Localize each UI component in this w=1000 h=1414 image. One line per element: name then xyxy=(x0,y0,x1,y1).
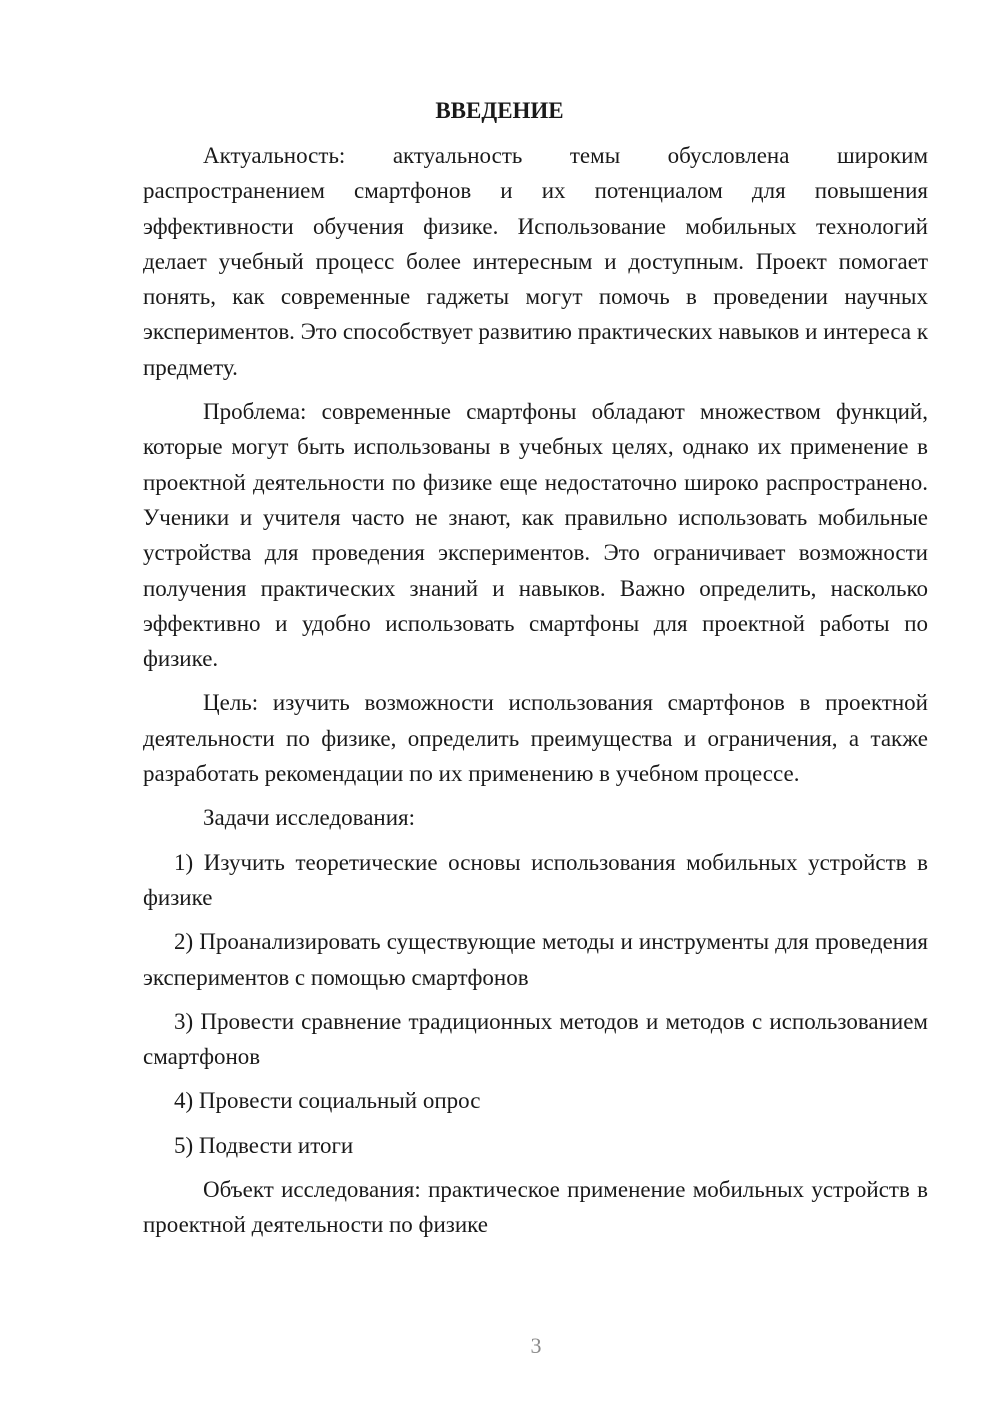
task-item-1: 1) Изучить теоретические основы использования мобильных устройств в физике xyxy=(143,849,928,910)
task-item-4: 4) Провести социальный опрос xyxy=(174,1088,481,1114)
tasks-title: Задачи исследования: xyxy=(203,805,416,831)
object-paragraph: Объект исследования: практическое применение мобильных устройств в проектной деятельности по физике xyxy=(143,1177,928,1238)
relevance-paragraph: Актуальность: актуальность темы обусловлена широким распространением смартфонов и их потенциалом для повышения эффективности обучения физике. Использование мобильных технологий делает учебный процесс более интересным и доступным. Проект помогает понять, как современные гаджеты могут помочь в проведении научных экспериментов. Это способствует развитию практических навыков и интереса к предмету. xyxy=(143,143,928,380)
task-item-2: 2) Проанализировать существующие методы и инструменты для проведения экспериментов с помощью смартфонов xyxy=(143,929,928,990)
task-item-3: 3) Провести сравнение традиционных методов и методов с использованием смартфонов xyxy=(143,1008,928,1070)
goal-paragraph: Цель: изучить возможности использования смартфонов в проектной деятельности по физике, определить преимущества и ограничения, а также разработать рекомендации по их применению в учебном процессе. xyxy=(143,690,928,787)
task-item-5: 5) Подвести итоги xyxy=(174,1132,354,1158)
section-heading: ВВЕДЕНИЕ xyxy=(435,98,564,123)
problem-paragraph: Проблема: современные смартфоны обладают множеством функций, которые могут быть использованы в учебных целях, однако их применение в проектной деятельности по физике еще недостаточно широко распространено. Ученики и учителя часто не знают, как правильно использовать мобильные устройства для проведения экспериментов. Это ограничивает возможности получения практических знаний и навыков. Важно определить, насколько эффективно и удобно использовать смартфоны для проектной работы по физике. xyxy=(143,399,928,672)
page-content xyxy=(143,93,928,1252)
page-number: 3 xyxy=(530,1333,542,1358)
